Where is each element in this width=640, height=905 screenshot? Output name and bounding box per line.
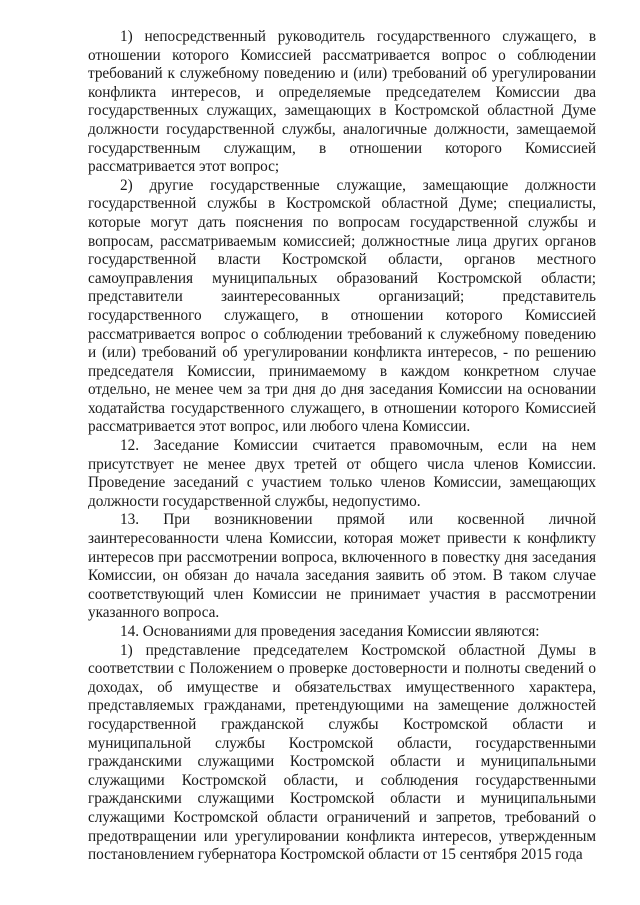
paragraph-commission-participants-1: 1) непосредственный руководитель государственного служащего, в отношении которого Комиссией рассматривается вопрос о соблюдении требований к служебному поведению и (или) требований об урегулировании конфликта интересов, и определяемые председателем Комиссии два государственных служащих, замещающих в Костромской областной Думе должности государственной службы, аналогичные должности, замещаемой государственным служащим, в отношении которого Комиссией рассматривается этот вопрос; [88,28,596,176]
paragraph-item-13-conflict: 13. При возникновении прямой или косвенной личной заинтересованности члена Комиссии, которая может привести к конфликту интересов при рассмотрении вопроса, включенного в повестку дня заседания Комиссии, он обязан до начала заседания заявить об этом. В таком случае соответствующий член Комиссии не принимает участия в рассмотрении указанного вопроса. [88,511,596,622]
paragraph-item-14-grounds: 14. Основаниями для проведения заседания Комиссии являются: [120,623,540,640]
paragraph-item-12-quorum: 12. Заседание Комиссии считается правомочным, если на нем присутствует не менее двух третей от общего числа членов Комиссии. Проведение заседаний с участием только членов Комиссии, замещающих должности государственной службы, недопустимо. [88,437,596,510]
paragraph-commission-participants-2: 2) другие государственные служащие, замещающие должности государственной службы в Костромской областной Думе; специалисты, которые могут дать пояснения по вопросам государственной службы и вопросам, рассматриваемым комиссией; должностные лица других органов государственной власти Костромской области, органов местного самоуправления муниципальных образований Костромской области; представители заинтересованных организаций; представитель государственного служащего, в отношении которого Комиссией рассматривается вопрос о соблюдении требований к служебному поведению и (или) требований об урегулировании конфликта интересов, - по решению председателя Комиссии, принимаемому в каждом конкретном случае отдельно, не менее чем за три дня до дня заседания Комиссии на основании ходатайства государственного служащего, в отношении которого Комиссией рассматривается этот вопрос, или любого члена Комиссии. [88,176,596,436]
paragraph-item-14-subitem-1: 1) представление председателем Костромской областной Думы в соответствии с Положением о проверке достоверности и полноты сведений о доходах, об имуществе и обязательствах имущественного характера, представляемых гражданами, претендующими на замещение должностей государственной гражданской службы Костромской области и муниципальной службы Костромской области, государственными гражданскими служащими Костромской области и муниципальными служащими Костромской области, и соблюдения государственными гражданскими служащими Костромской области и муниципальными служащими Костромской области ограничений и запретов, требований о предотвращении или урегулировании конфликта интересов, утвержденным постановлением губернатора Костромской области от 15 сентября 2015 года [88,641,596,864]
